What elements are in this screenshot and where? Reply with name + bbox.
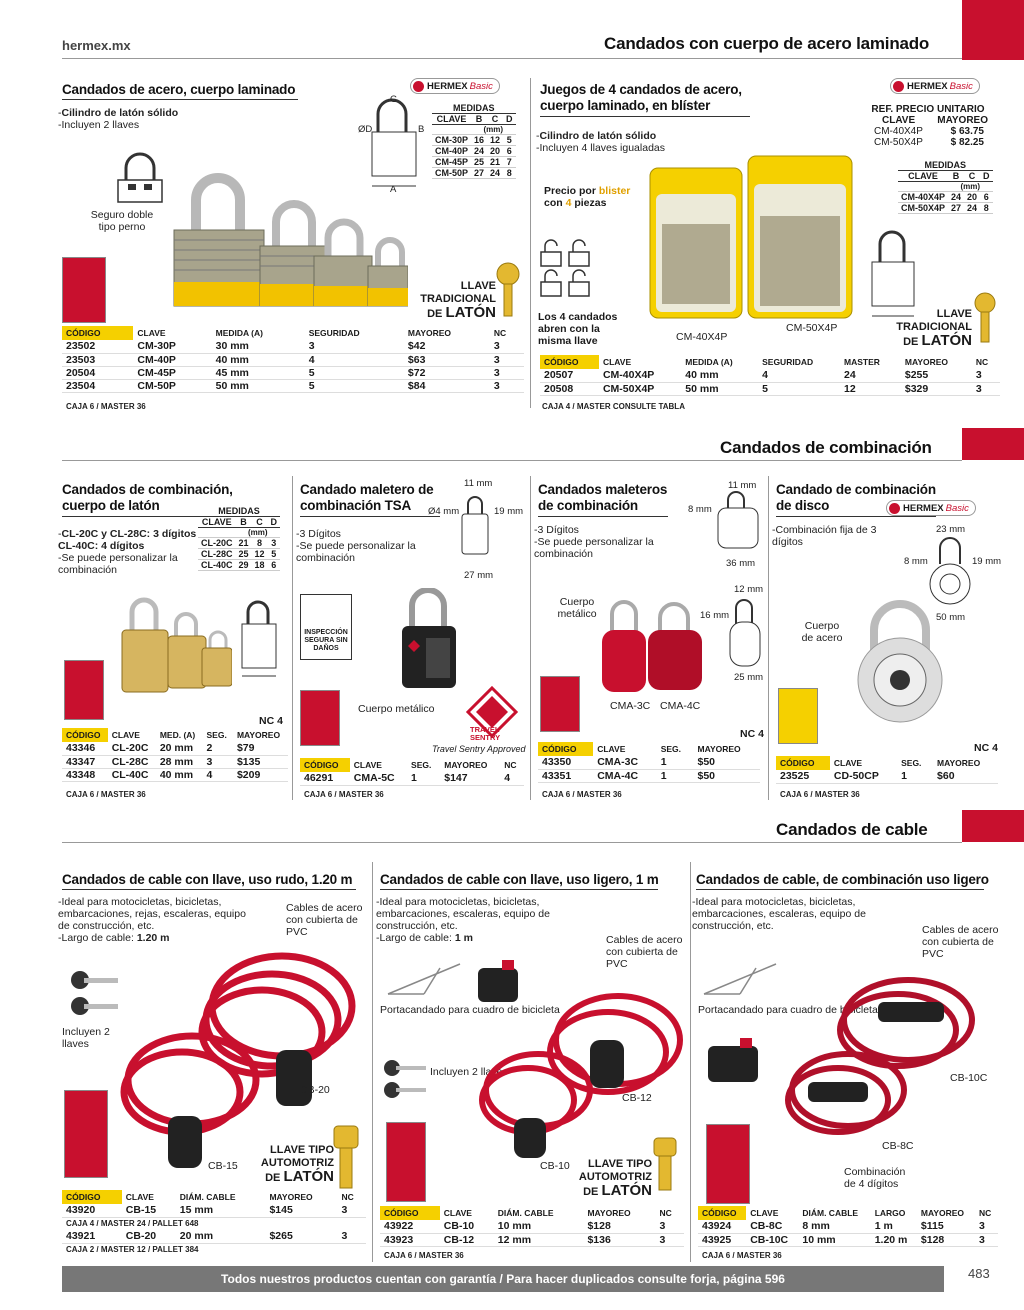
llave-automotriz-label: LLAVE TIPO AUTOMOTRIZ DE LATÓN: [260, 1144, 334, 1185]
product-title: Candados de acero, cuerpo laminado: [62, 82, 296, 97]
col-header: CLAVE: [111, 730, 140, 740]
packaging-image: [64, 660, 104, 720]
col-header: CÓDIGO: [300, 758, 350, 772]
section-rule: [62, 842, 962, 843]
medidas-unit: (mm): [236, 528, 281, 538]
dim-label: 19 mm: [972, 556, 1002, 567]
caja-note: CAJA 6 / MASTER 36: [780, 790, 860, 799]
column-divider: [690, 862, 691, 1262]
caja-note: CAJA 6 / MASTER 36: [542, 790, 622, 799]
packaging-image: [64, 1090, 108, 1178]
bicycle-frame-icon: [384, 958, 464, 1000]
col-header: CÓDIGO: [62, 326, 133, 340]
travel-sentry-text: TRAVEL SENTRY: [470, 725, 501, 742]
medidas-title: MEDIDAS: [898, 160, 993, 171]
hermex-basic-logo: HERMEX Basic: [410, 78, 500, 94]
bullet-list: [58, 528, 198, 576]
title-underline: [62, 99, 298, 100]
nc-note: NC 4: [259, 715, 283, 727]
col-header: NC: [341, 1192, 354, 1202]
inspeccion-badge: INSPECCIÓN SEGURA SIN DAÑOS: [300, 594, 352, 660]
dim-label: 23 mm: [936, 524, 966, 535]
medidas-header: B: [948, 171, 964, 182]
packaging-image: [540, 676, 580, 732]
table-row: 23525 CD-50CP 1 $60: [776, 770, 998, 783]
price-table: [300, 758, 524, 786]
column-divider: [292, 476, 293, 800]
dim-label: 8 mm: [904, 556, 928, 567]
caja-note: CAJA 6 / MASTER 36: [66, 402, 146, 411]
tsa-lock-image: [396, 588, 462, 692]
col-header: DIÁM. CABLE: [179, 1192, 236, 1202]
incluyen-note: Incluyen 2 llaves: [430, 1066, 508, 1078]
section-title-cable: Candados de cable: [776, 820, 928, 839]
dim-label: 8 mm: [688, 504, 712, 515]
col-header: CÓDIGO: [540, 355, 599, 369]
table-row: 46291 CMA-5C 1 $147 4: [300, 772, 524, 785]
bullet: -Ideal para motocicletas, bicicletas, embarcaciones, escaleras, equipo de construcción, etc.: [692, 896, 866, 932]
model-label: CB-8C: [882, 1140, 914, 1152]
col-header: CÓDIGO: [380, 1206, 440, 1220]
medidas-row: CM-50X4P 27 24 8: [898, 203, 993, 214]
col-header: MAYOREO: [236, 730, 281, 740]
col-header: NC: [504, 760, 517, 770]
medidas-header: D: [503, 114, 516, 125]
col-header: CÓDIGO: [538, 742, 593, 756]
col-header: CÓDIGO: [62, 1190, 122, 1204]
dim-c: C: [390, 94, 397, 105]
col-header: SEGURIDAD: [308, 328, 360, 338]
table-row: 43351 CMA-4C 1 $50: [538, 769, 760, 782]
bullet: -Combinación fija de 3 dígitos: [772, 524, 877, 548]
col-header: SEG.: [411, 760, 432, 770]
section-title-combinacion: Candados de combinación: [720, 438, 932, 457]
price-table: [698, 1206, 998, 1247]
col-header: MAYOREO: [904, 357, 949, 367]
brass-key-icon: [972, 292, 998, 344]
pack-label: CM-50X4P: [786, 322, 838, 334]
col-header: CLAVE: [597, 744, 626, 754]
model-label: CB-10C: [950, 1072, 988, 1084]
travel-sentry-approved: Travel Sentry Approved: [432, 744, 526, 754]
luggage-locks-image: [598, 598, 708, 694]
dimension-diagram: [356, 94, 432, 194]
nc-note: NC 4: [974, 742, 998, 754]
dim-label: 36 mm: [726, 558, 756, 569]
cables-note: Cables de acero con cubierta de PVC: [286, 902, 363, 938]
dim-label: 50 mm: [936, 612, 966, 623]
table-row: 23502 CM-30P 30 mm 3 $42 3: [62, 340, 524, 353]
col-header: CLAVE: [750, 1208, 779, 1218]
ref-row: CM-50X4P $ 82.25: [874, 137, 984, 148]
medidas-row: CM-30P 16 12 5: [432, 135, 516, 146]
medidas-header: CLAVE: [898, 171, 948, 182]
table-row: 43924 CB-8C 8 mm 1 m $115 3: [698, 1220, 998, 1233]
product-title: Candados de combinación, cuerpo de latón: [62, 482, 233, 513]
col-header: CLAVE: [443, 1208, 472, 1218]
medidas-title: MEDIDAS: [432, 103, 516, 114]
disc-combination-lock-image: [846, 600, 956, 724]
table-row: 20504 CM-45P 45 mm 5 $72 3: [62, 366, 524, 379]
bullet: -Se puede personalizar la combinación: [58, 552, 178, 576]
medidas-header: B: [471, 114, 487, 125]
medidas-header: C: [964, 171, 980, 182]
column-divider: [768, 476, 769, 800]
price-table: [62, 326, 524, 393]
medidas-row: CM-50P 27 24 8: [432, 168, 516, 179]
dim-label: 12 mm: [734, 584, 764, 595]
section-tab: [962, 428, 1024, 460]
cuerpo-label: Cuerpo de acero: [801, 620, 843, 644]
ref-precio-block: REF. PRECIO UNITARIO CLAVE MAYOREO CM-40X4P $ 63.75 CM-50X4P $ 82.25: [860, 104, 996, 148]
packaging-image: [778, 688, 818, 744]
table-row: 43925 CB-10C 10 mm 1.20 m $128 3: [698, 1233, 998, 1246]
col-header: SEG.: [660, 744, 682, 754]
medidas-row: CL-28C 25 12 5: [198, 549, 280, 560]
medidas-header: C: [487, 114, 503, 125]
bullet-list: [772, 524, 882, 548]
medidas-row: CL-20C 21 8 3: [198, 538, 280, 549]
llave-tradicional-label: LLAVE TRADICIONAL DE LATÓN: [420, 280, 496, 321]
column-divider: [530, 78, 531, 408]
dim-label: 25 mm: [734, 672, 764, 683]
bullet: -Cilindro de latón sólido: [536, 130, 657, 142]
caja-note: CAJA 4 / MASTER CONSULTE TABLA: [542, 402, 685, 411]
bracket-mount-image: [700, 1036, 766, 1086]
packaging-image: [386, 1122, 426, 1202]
caja-note: CAJA 6 / MASTER 36: [304, 790, 384, 799]
col-header: SEG.: [901, 758, 922, 768]
packaging-image: [706, 1124, 750, 1204]
col-header: MED. (A): [159, 730, 196, 740]
keys-icon: [382, 1056, 430, 1106]
bullet: -Largo de cable: 1.20 m: [58, 932, 170, 944]
medidas-header: B: [236, 517, 252, 528]
col-header: MAYOREO: [920, 1208, 965, 1218]
col-header: DIÁM. CABLE: [802, 1208, 859, 1218]
price-table: [62, 1190, 366, 1256]
product-title: Candado maletero de combinación TSA: [300, 482, 434, 513]
portacandado-note: Portacandado para cuadro de bicicleta: [698, 1004, 878, 1016]
abren-note: Los 4 candados abren con la misma llave: [538, 311, 618, 347]
price-table: [538, 742, 760, 783]
col-header: MAYOREO: [269, 1192, 313, 1202]
col-header: CLAVE: [353, 760, 382, 770]
medidas-header: D: [980, 171, 993, 182]
table-row: 43923 CB-12 12 mm $136 3: [380, 1233, 684, 1246]
llave-tradicional-label: LLAVE TRADICIONAL DE LATÓN: [896, 308, 972, 349]
bullet: -Incluyen 2 llaves: [58, 119, 140, 131]
caja-note: CAJA 4 / MASTER 24 / PALLET 648: [66, 1219, 199, 1229]
dim-label: 19 mm: [494, 506, 524, 517]
combinacion-note: Combinación de 4 dígitos: [844, 1166, 906, 1190]
col-header: SEGURIDAD: [762, 357, 814, 367]
table-row: 43348 CL-40C 40 mm 4 $209: [62, 768, 288, 781]
dim-label: 11 mm: [728, 480, 757, 491]
dimension-diagram: [726, 596, 766, 672]
bullet: -3 Dígitos: [534, 524, 579, 536]
blister-packs-image: [648, 154, 858, 324]
dim-b: B: [418, 124, 425, 135]
medidas-unit: (mm): [948, 182, 993, 192]
medidas-header: CLAVE: [432, 114, 471, 125]
hermex-basic-logo: HERMEX Basic: [886, 500, 976, 516]
table-row: 43921 CB-20 20 mm $265 3: [62, 1230, 366, 1243]
product-title: Candados maleteros de combinación: [538, 482, 668, 513]
table-row: 23503 CM-40P 40 mm 4 $63 3: [62, 353, 524, 366]
col-header: MAYOREO: [697, 744, 741, 754]
title-underline: [776, 516, 936, 517]
product-title: Candados de cable, de combinación uso ligero: [696, 872, 989, 887]
title-underline: [300, 516, 440, 517]
precio-blister-note: Precio por blister con 4 piezas: [544, 185, 631, 209]
header-rule: [62, 58, 962, 59]
cable-locks-image: [112, 940, 364, 1168]
title-underline: [540, 116, 750, 117]
dim-label: 27 mm: [464, 570, 494, 581]
bullet: -Ideal para motocicletas, bicicletas, embarcaciones, escaleras, equipo de construcción, etc.: [376, 896, 550, 932]
footer-bar: Todos nuestros productos cuentan con garantía / Para hacer duplicados consulte forja, página 596: [62, 1266, 944, 1292]
cuerpo-label: Cuerpo metálico: [358, 703, 435, 715]
dimension-diagram: [714, 490, 762, 554]
medidas-table: [198, 506, 280, 571]
caja-note: CAJA 6 / MASTER 36: [66, 790, 146, 799]
section-rule: [62, 460, 962, 461]
table-row: 43922 CB-10 10 mm $128 3: [380, 1220, 684, 1233]
col-header: MAYOREO: [407, 328, 452, 338]
col-header: NC: [978, 1208, 992, 1218]
dimension-diagram: [458, 492, 492, 566]
table-row: 43347 CL-28C 28 mm 3 $135: [62, 755, 288, 768]
model-label: CMA-4C: [660, 700, 701, 712]
table-row: 43920 CB-15 15 mm $145 3: [62, 1204, 366, 1217]
medidas-header: C: [252, 517, 268, 528]
table-row: 23504 CM-50P 50 mm 5 $84 3: [62, 379, 524, 392]
model-label: CMA-3C: [610, 700, 651, 712]
dimension-diagram: [928, 534, 974, 610]
cable-locks-image: [478, 980, 698, 1160]
col-header: MEDIDA (A): [685, 357, 733, 367]
col-header: DIÁM. CABLE: [497, 1208, 554, 1218]
pack-label: CM-40X4P: [676, 331, 728, 343]
brass-key-icon: [494, 262, 522, 320]
title-underline: [538, 516, 668, 517]
dim-d: ØD: [358, 124, 373, 135]
dim-label: 11 mm: [464, 478, 493, 489]
medidas-row: CL-40C 29 18 6: [198, 560, 280, 571]
cables-note: Cables de acero con cubierta de PVC: [922, 924, 999, 960]
dim-label: 16 mm: [700, 610, 730, 621]
site-url[interactable]: hermex.mx: [62, 38, 131, 53]
packaging-image: [62, 257, 106, 323]
col-header: NC: [975, 357, 989, 367]
bullet: -Se puede personalizar la combinación: [296, 540, 416, 564]
col-header: MASTER: [843, 357, 880, 367]
product-title: Candado de combinación de disco: [776, 482, 936, 513]
col-header: MAYOREO: [587, 1208, 631, 1218]
combination-cable-locks-image: [778, 970, 988, 1140]
model-label: CB-20: [300, 1084, 330, 1096]
col-header: CÓDIGO: [776, 756, 830, 770]
col-header: NC: [659, 1208, 672, 1218]
medidas-table: [432, 103, 516, 179]
model-label: CB-10: [540, 1160, 570, 1172]
caja-note: CAJA 6 / MASTER 36: [384, 1251, 464, 1260]
col-header: LARGO: [874, 1208, 906, 1218]
product-title: Juegos de 4 candados de acero, cuerpo laminado, en blíster: [540, 82, 742, 113]
price-table: [62, 728, 288, 782]
col-header: CLAVE: [833, 758, 863, 768]
medidas-row: CM-40P 24 20 6: [432, 146, 516, 157]
price-table: [380, 1206, 684, 1247]
medidas-header: D: [268, 517, 281, 528]
column-divider: [372, 862, 373, 1262]
medidas-unit: (mm): [471, 125, 516, 135]
dimension-diagram: [230, 596, 290, 686]
col-header: CLAVE: [125, 1192, 154, 1202]
table-row: 43346 CL-20C 20 mm 2 $79: [62, 742, 288, 755]
bullet: -CL-20C y CL-28C: 3 dígitos: [58, 528, 197, 540]
cuerpo-label: Cuerpo metálico: [557, 596, 597, 620]
section-tab: [962, 810, 1024, 842]
table-row: 20507 CM-40X4P 40 mm 4 24 $255 3: [540, 369, 1000, 382]
price-table: [776, 756, 998, 784]
ref-row: CM-40X4P $ 63.75: [874, 126, 984, 137]
col-header: MAYOREO: [444, 760, 488, 770]
bullet: -Cilindro de latón sólido: [58, 107, 179, 119]
bullet-list: [376, 896, 556, 944]
model-label: CB-15: [208, 1160, 238, 1172]
brass-combination-locks-image: [118, 592, 232, 694]
bullet-list: [536, 130, 665, 154]
seguro-perno-icon: [112, 150, 168, 206]
seguro-note: Seguro doble tipo perno: [90, 209, 154, 233]
caja-note: CAJA 2 / MASTER 12 / PALLET 384: [66, 1245, 199, 1255]
bullet: -Ideal para motocicletas, bicicletas, embarcaciones, rejas, escaleras, equipo de construcción, etc.: [58, 896, 246, 932]
bullet: -3 Dígitos: [296, 528, 341, 540]
bullet-list: [534, 524, 654, 560]
col-header: CÓDIGO: [62, 728, 108, 742]
col-header: CÓDIGO: [698, 1206, 746, 1220]
dim-a: A: [390, 184, 397, 195]
medidas-title: MEDIDAS: [198, 506, 280, 517]
nc-note: NC 4: [740, 728, 764, 740]
col-header: SEG.: [206, 730, 227, 740]
llave-automotriz-label: LLAVE TIPO AUTOMOTRIZ DE LATÓN: [578, 1158, 652, 1199]
dim-label: Ø4 mm: [428, 506, 460, 517]
section-title-laminado: Candados con cuerpo de acero laminado: [604, 34, 930, 53]
medidas-table: [898, 160, 993, 214]
title-underline: [696, 889, 984, 890]
col-header: NC: [493, 328, 507, 338]
product-title: Candados de cable con llave, uso ligero, 1 m: [380, 872, 659, 887]
title-underline: [380, 889, 658, 890]
caja-note: CAJA 6 / MASTER 36: [702, 1251, 782, 1260]
packaging-image: [300, 690, 340, 746]
auto-key-icon: [332, 1124, 362, 1190]
bullet: -Largo de cable: 1 m: [376, 932, 473, 944]
medidas-row: CM-45P 25 21 7: [432, 157, 516, 168]
bullet: CL-40C: 4 dígitos: [58, 540, 145, 552]
four-locks-icon: [537, 238, 595, 300]
bullet-list: [692, 896, 872, 932]
section-tab: [962, 0, 1024, 60]
model-label: CB-12: [622, 1092, 652, 1104]
price-table: [540, 355, 1000, 396]
bicycle-frame-icon: [700, 958, 780, 1000]
medidas-header: CLAVE: [198, 517, 236, 528]
table-row: 43350 CMA-3C 1 $50: [538, 756, 760, 769]
cables-note: Cables de acero con cubierta de PVC: [606, 934, 683, 970]
table-row: 20508 CM-50X4P 50 mm 5 12 $329 3: [540, 382, 1000, 395]
auto-key-icon: [652, 1136, 678, 1192]
bullet-list: [296, 528, 416, 564]
title-underline: [62, 889, 356, 890]
column-divider: [530, 476, 531, 800]
col-header: CLAVE: [602, 357, 632, 367]
bullet: -Se puede personalizar la combinación: [534, 536, 654, 560]
col-header: MAYOREO: [937, 758, 981, 768]
col-header: MEDIDA (A): [215, 328, 263, 338]
col-header: CLAVE: [137, 328, 166, 338]
medidas-row: CM-40X4P 24 20 6: [898, 192, 993, 203]
page-number: 483: [968, 1266, 990, 1281]
hermex-basic-logo: HERMEX Basic: [890, 78, 980, 94]
product-title: Candados de cable con llave, uso rudo, 1.20 m: [62, 872, 353, 887]
bullet-list: [58, 896, 248, 944]
incluyen-note: Incluyen 2 llaves: [62, 1026, 110, 1050]
bullet-list: [58, 107, 178, 131]
portacandado-note: Portacandado para cuadro de bicicleta: [380, 1004, 560, 1016]
bullet: -Incluyen 4 llaves igualadas: [536, 142, 665, 154]
